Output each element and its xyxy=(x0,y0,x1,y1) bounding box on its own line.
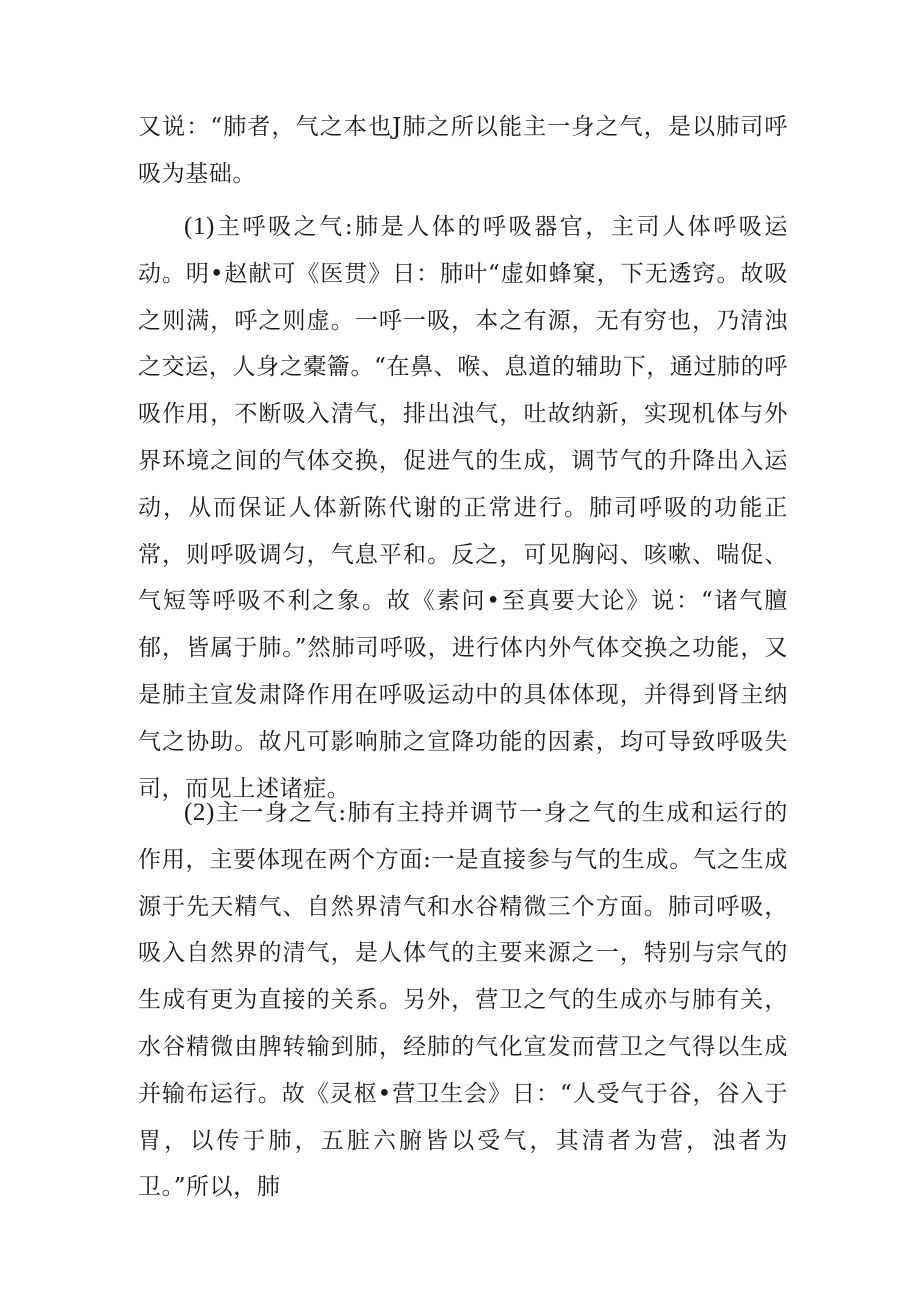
paragraph-intro xyxy=(138,104,788,198)
section-number: (2) xyxy=(184,799,215,826)
section-number: (1) xyxy=(184,213,215,240)
paragraph-text: 又说：“肺者，气之本也J肺之所以能主一身之气，是以肺司呼吸为基础。 xyxy=(138,114,788,187)
paragraph-section-1 xyxy=(138,204,788,812)
paragraph-text: 主一身之气:肺有主持并调节一身之气的生成和运行的作用，主要体现在两个方面:一是直接参与气的生成。气之生成源于先天精气、自然界清气和水谷精微三个方面。肺司呼吸，吸入自然界的清气，是人体气的主要来源之一，特别与宗气的生成有更为直接的关系。另外，营卫之气的生成亦与肺有关，水谷精微由脾转输到肺，经肺的气化宣发而营卫之气得以生成并输布运行。故《灵枢•营卫生会》日：“人受气于谷，谷入于胃，以传于肺，五脏六腑皆以受气，其清者为营，浊者为卫。”所以，肺 xyxy=(138,800,788,1201)
paragraph-text: 主呼吸之气:肺是人体的呼吸器官，主司人体呼吸运动。明•赵献可《医贯》日：肺叶“虚如蜂窠，下无透窍。故吸之则满，呼之则虚。一呼一吸，本之有源，无有穷也，乃清浊之交运，人身之橐籥。“在鼻、喉、息道的辅助下，通过肺的呼吸作用，不断吸入清气，排出浊气，吐故纳新，实现机体与外界环境之间的气体交换，促进气的生成，调节气的升降出入运动，从而保证人体新陈代谢的正常进行。肺司呼吸的功能正常，则呼吸调匀，气息平和。反之，可见胸闷、咳嗽、喘促、气短等呼吸不利之象。故《素问•至真要大论》说：“诸气膻郁，皆属于肺。”然肺司呼吸，进行体内外气体交换之功能，又是肺主宣发肃降作用在呼吸运动中的具体体现，并得到肾主纳气之协助。故凡可影响肺之宣降功能的因素，均可导致呼吸失司，而见上述诸症。 xyxy=(138,214,788,802)
paragraph-section-2 xyxy=(138,790,788,1211)
